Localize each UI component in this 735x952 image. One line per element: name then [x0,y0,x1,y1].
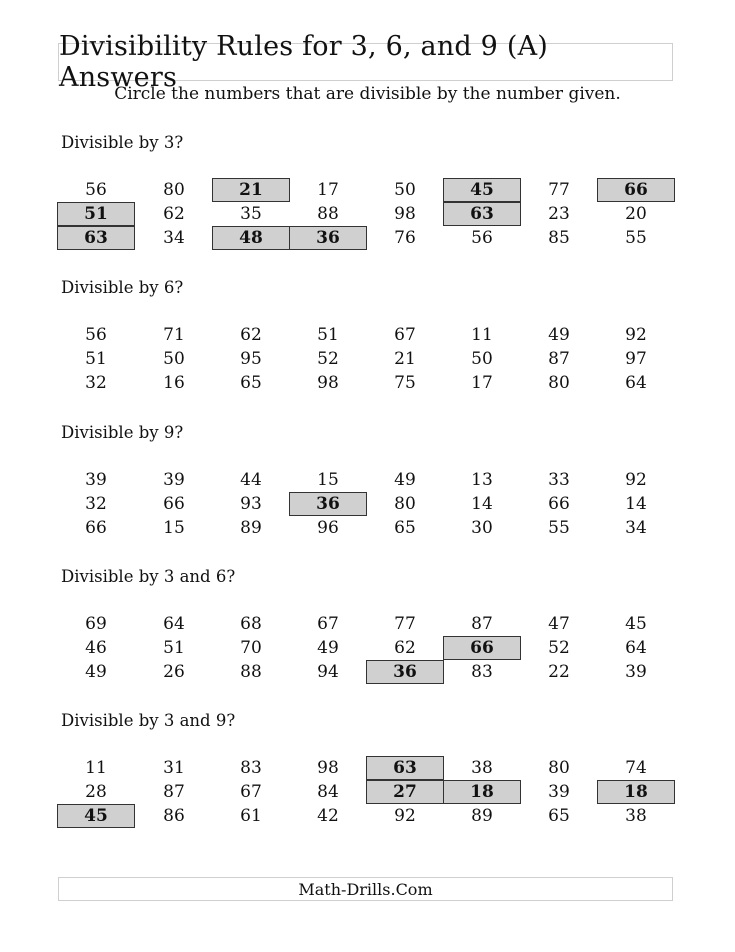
number-item[interactable]: 31 [163,758,185,778]
section-label: Divisible by 3 and 6? [61,567,236,586]
number-item[interactable]: 92 [625,325,647,345]
number-item[interactable]: 87 [471,614,493,634]
number-item[interactable]: 65 [240,373,262,393]
number-item[interactable]: 66 [163,494,185,514]
number-row [0,371,735,395]
number-item[interactable]: 33 [548,470,570,490]
number-item[interactable]: 65 [548,806,570,826]
section-label: Divisible by 3 and 9? [61,711,236,730]
number-item[interactable]: 21 [394,349,416,369]
number-item[interactable]: 14 [625,494,647,514]
number-item[interactable]: 74 [625,758,647,778]
number-item[interactable]: 39 [625,662,647,682]
number-item[interactable]: 94 [317,662,339,682]
number-row [0,612,735,636]
number-item[interactable]: 56 [85,325,107,345]
number-item[interactable]: 75 [394,373,416,393]
number-item[interactable]: 80 [548,758,570,778]
number-item[interactable]: 51 [163,638,185,658]
section-label: Divisible by 3? [61,133,184,152]
number-item[interactable]: 96 [317,518,339,538]
number-item[interactable]: 38 [625,806,647,826]
number-item[interactable]: 49 [317,638,339,658]
number-grid [0,323,735,395]
number-item[interactable]: 56 [471,228,493,248]
number-item[interactable]: 44 [240,470,262,490]
number-item[interactable]: 11 [471,325,493,345]
number-row [0,780,735,804]
answer-number-circled[interactable]: 45 [443,178,521,202]
number-item[interactable]: 17 [317,180,339,200]
number-item[interactable]: 32 [85,373,107,393]
number-item[interactable]: 52 [548,638,570,658]
number-item[interactable]: 55 [625,228,647,248]
footer: Math-Drills.Com [58,877,673,901]
number-item[interactable]: 89 [471,806,493,826]
number-item[interactable]: 46 [85,638,107,658]
number-item[interactable]: 39 [85,470,107,490]
number-item[interactable]: 50 [394,180,416,200]
number-item[interactable]: 32 [85,494,107,514]
answer-number-circled[interactable]: 27 [366,780,444,804]
section-label: Divisible by 6? [61,278,184,297]
number-item[interactable]: 38 [471,758,493,778]
number-item[interactable]: 95 [240,349,262,369]
number-item[interactable]: 42 [317,806,339,826]
number-grid [0,612,735,684]
number-item[interactable]: 64 [625,638,647,658]
number-item[interactable]: 84 [317,782,339,802]
number-item[interactable]: 50 [163,349,185,369]
answer-number-circled[interactable]: 36 [289,492,367,516]
number-item[interactable]: 98 [394,204,416,224]
number-item[interactable]: 23 [548,204,570,224]
instructions: Circle the numbers that are divisible by the number given. [114,84,621,104]
number-item[interactable]: 70 [240,638,262,658]
number-item[interactable]: 92 [394,806,416,826]
number-item[interactable]: 55 [548,518,570,538]
number-item[interactable]: 62 [240,325,262,345]
number-item[interactable]: 80 [394,494,416,514]
number-item[interactable]: 13 [471,470,493,490]
number-item[interactable]: 62 [394,638,416,658]
number-item[interactable]: 17 [471,373,493,393]
number-item[interactable]: 15 [317,470,339,490]
number-item[interactable]: 80 [163,180,185,200]
number-item[interactable]: 30 [471,518,493,538]
number-item[interactable]: 87 [163,782,185,802]
number-row [0,660,735,684]
answer-number-circled[interactable]: 21 [212,178,290,202]
number-item[interactable]: 83 [471,662,493,682]
number-item[interactable]: 86 [163,806,185,826]
number-item[interactable]: 47 [548,614,570,634]
number-item[interactable]: 16 [163,373,185,393]
number-row [0,516,735,540]
number-item[interactable]: 50 [471,349,493,369]
number-item[interactable]: 93 [240,494,262,514]
number-item[interactable]: 22 [548,662,570,682]
number-item[interactable]: 66 [548,494,570,514]
number-item[interactable]: 45 [625,614,647,634]
number-item[interactable]: 65 [394,518,416,538]
number-row [0,804,735,828]
answer-number-circled[interactable]: 45 [57,804,135,828]
number-item[interactable]: 67 [317,614,339,634]
number-item[interactable]: 88 [240,662,262,682]
number-item[interactable]: 88 [317,204,339,224]
number-item[interactable]: 15 [163,518,185,538]
number-item[interactable]: 52 [317,349,339,369]
answer-number-circled[interactable]: 51 [57,202,135,226]
number-row [0,323,735,347]
number-item[interactable]: 77 [394,614,416,634]
number-item[interactable]: 69 [85,614,107,634]
number-item[interactable]: 67 [240,782,262,802]
number-item[interactable]: 20 [625,204,647,224]
section-label: Divisible by 9? [61,423,184,442]
number-row [0,636,735,660]
number-item[interactable]: 80 [548,373,570,393]
number-item[interactable]: 26 [163,662,185,682]
worksheet-title: Divisibility Rules for 3, 6, and 9 (A) Answers [58,43,673,81]
number-item[interactable]: 62 [163,204,185,224]
answer-number-circled[interactable]: 66 [597,178,675,202]
answer-number-circled[interactable]: 36 [366,660,444,684]
answer-number-circled[interactable]: 36 [289,226,367,250]
number-grid [0,756,735,828]
number-item[interactable]: 49 [394,470,416,490]
number-item[interactable]: 85 [548,228,570,248]
number-item[interactable]: 64 [163,614,185,634]
answer-number-circled[interactable]: 48 [212,226,290,250]
number-item[interactable]: 66 [85,518,107,538]
number-item[interactable]: 67 [394,325,416,345]
number-item[interactable]: 34 [625,518,647,538]
number-row [0,178,735,202]
number-item[interactable]: 92 [625,470,647,490]
number-row [0,492,735,516]
number-item[interactable]: 49 [85,662,107,682]
number-item[interactable]: 83 [240,758,262,778]
number-item[interactable]: 51 [85,349,107,369]
number-item[interactable]: 87 [548,349,570,369]
number-item[interactable]: 68 [240,614,262,634]
number-row [0,756,735,780]
number-item[interactable]: 61 [240,806,262,826]
number-item[interactable]: 39 [548,782,570,802]
number-item[interactable]: 97 [625,349,647,369]
number-item[interactable]: 98 [317,758,339,778]
number-item[interactable]: 39 [163,470,185,490]
number-item[interactable]: 98 [317,373,339,393]
number-item[interactable]: 56 [85,180,107,200]
number-item[interactable]: 28 [85,782,107,802]
number-item[interactable]: 14 [471,494,493,514]
number-item[interactable]: 51 [317,325,339,345]
number-item[interactable]: 35 [240,204,262,224]
number-item[interactable]: 11 [85,758,107,778]
number-item[interactable]: 76 [394,228,416,248]
answer-number-circled[interactable]: 63 [443,202,521,226]
number-row [0,226,735,250]
number-item[interactable]: 64 [625,373,647,393]
answer-number-circled[interactable]: 66 [443,636,521,660]
number-item[interactable]: 49 [548,325,570,345]
number-grid [0,468,735,540]
answer-number-circled[interactable]: 18 [597,780,675,804]
answer-number-circled[interactable]: 63 [366,756,444,780]
number-item[interactable]: 89 [240,518,262,538]
number-item[interactable]: 34 [163,228,185,248]
number-grid [0,178,735,250]
answer-number-circled[interactable]: 63 [57,226,135,250]
number-row [0,347,735,371]
number-item[interactable]: 71 [163,325,185,345]
number-item[interactable]: 77 [548,180,570,200]
number-row [0,468,735,492]
answer-number-circled[interactable]: 18 [443,780,521,804]
number-row [0,202,735,226]
